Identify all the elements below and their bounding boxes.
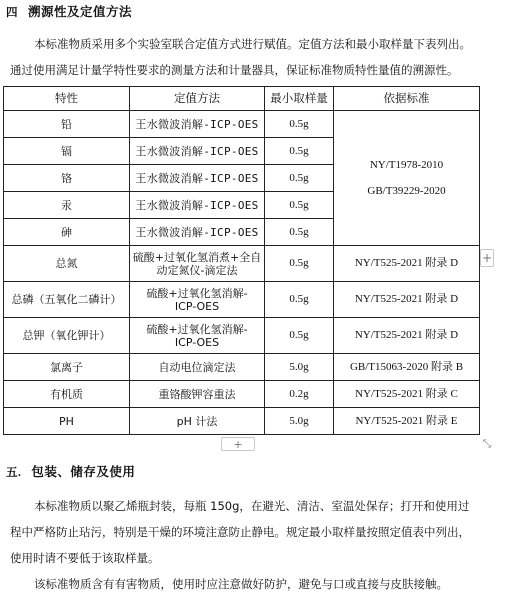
para3-line1: 该标准物质含有有害物质，使用时应注意做好防护，避免与口或直接与皮肤接触。 <box>34 577 448 591</box>
cell-min: 0.5g <box>265 111 334 138</box>
para1-line1: 本标准物质采用多个实验室联合定值方式进行赋值。定值方法和最小取样量下表列出。 <box>34 37 471 51</box>
section-5-heading <box>6 462 135 480</box>
cell-property: 铅 <box>4 111 130 138</box>
cell-standard: NY/T525-2021 附录 D <box>334 282 480 318</box>
cell-method: 硫酸+过氧化氢消煮+全自动定氮仪-滴定法 <box>130 246 265 282</box>
section-5-title: 包装、储存及使用 <box>31 464 136 479</box>
cell-standard: NY/T525-2021 附录 C <box>334 381 480 408</box>
cell-property: 有机质 <box>4 381 130 408</box>
header-standard: 依据标准 <box>334 87 480 111</box>
cell-property: PH <box>4 408 130 435</box>
cell-standard-merged <box>334 111 480 246</box>
cell-standard: NY/T525-2021 附录 E <box>334 408 480 435</box>
cell-method: 硫酸+过氧化氢消解-ICP-OES <box>130 282 265 318</box>
cell-min: 0.5g <box>265 192 334 219</box>
cell-property: 总钾（氧化钾计） <box>4 318 130 354</box>
cell-min: 0.5g <box>265 219 334 246</box>
cell-min: 0.5g <box>265 318 334 354</box>
add-row-button[interactable]: + <box>221 437 255 451</box>
table-row <box>4 318 480 354</box>
table-row <box>4 354 480 381</box>
cell-min: 0.5g <box>265 165 334 192</box>
cell-method: pH 计法 <box>130 408 265 435</box>
cell-standard: NY/T525-2021 附录 D <box>334 318 480 354</box>
section-4-heading <box>6 2 132 20</box>
table-row <box>4 111 480 138</box>
table-header-row <box>4 87 480 111</box>
cell-min: 5.0g <box>265 354 334 381</box>
add-column-button[interactable]: + <box>481 251 493 265</box>
para1-line2: 通过使用满足计量学特性要求的测量方法和计量器具，保证标准物质特性量值的溯源性。 <box>10 63 459 77</box>
table-row <box>4 408 480 435</box>
cell-method: 硫酸+过氧化氢消解-ICP-OES <box>130 318 265 354</box>
cell-min: 0.5g <box>265 282 334 318</box>
cell-method: 王水微波消解-ICP-OES <box>130 111 265 138</box>
cell-property: 镉 <box>4 138 130 165</box>
cell-property: 总磷（五氧化二磷计） <box>4 282 130 318</box>
cell-min: 0.5g <box>265 246 334 282</box>
section-4-title: 溯源性及定值方法 <box>28 4 133 19</box>
section-4-number: 四 <box>6 7 18 19</box>
cell-method: 重铬酸钾容重法 <box>130 381 265 408</box>
header-method: 定值方法 <box>130 87 265 111</box>
table-row <box>4 282 480 318</box>
table-row <box>4 246 480 282</box>
section-5-number: 五. <box>6 467 22 479</box>
cell-min: 0.2g <box>265 381 334 408</box>
cell-property: 氯离子 <box>4 354 130 381</box>
cell-min: 0.5g <box>265 138 334 165</box>
cell-min: 5.0g <box>265 408 334 435</box>
cell-method: 王水微波消解-ICP-OES <box>130 192 265 219</box>
para2-line3: 使用时请不要低于该取样量。 <box>10 551 160 565</box>
cell-method: 王水微波消解-ICP-OES <box>130 138 265 165</box>
table-resize-icon[interactable]: ⤡ <box>482 437 492 450</box>
cell-standard: GB/T15063-2020 附录 B <box>334 354 480 381</box>
cell-method: 自动电位滴定法 <box>130 354 265 381</box>
para2-line1: 本标准物质以聚乙烯瓶封装，每瓶 150g，在避光、清洁、室温处保存；打开和使用过 <box>34 499 470 513</box>
cell-property: 砷 <box>4 219 130 246</box>
cell-property: 铬 <box>4 165 130 192</box>
table-row <box>4 381 480 408</box>
header-property: 特性 <box>4 87 130 111</box>
para2-line2: 程中严格防止玷污，特别是干燥的环境注意防止静电。规定最小取样量按照定值表中列出， <box>10 525 470 539</box>
standard-line2: GB/T39229-2020 <box>367 184 446 197</box>
cell-standard: NY/T525-2021 附录 D <box>334 246 480 282</box>
cell-method: 王水微波消解-ICP-OES <box>130 165 265 192</box>
header-min-sample: 最小取样量 <box>265 87 334 111</box>
cell-property: 总氮 <box>4 246 130 282</box>
cell-property: 汞 <box>4 192 130 219</box>
certification-table <box>3 86 480 435</box>
standard-line1: NY/T1978-2010 <box>369 158 444 171</box>
cell-method: 王水微波消解-ICP-OES <box>130 219 265 246</box>
